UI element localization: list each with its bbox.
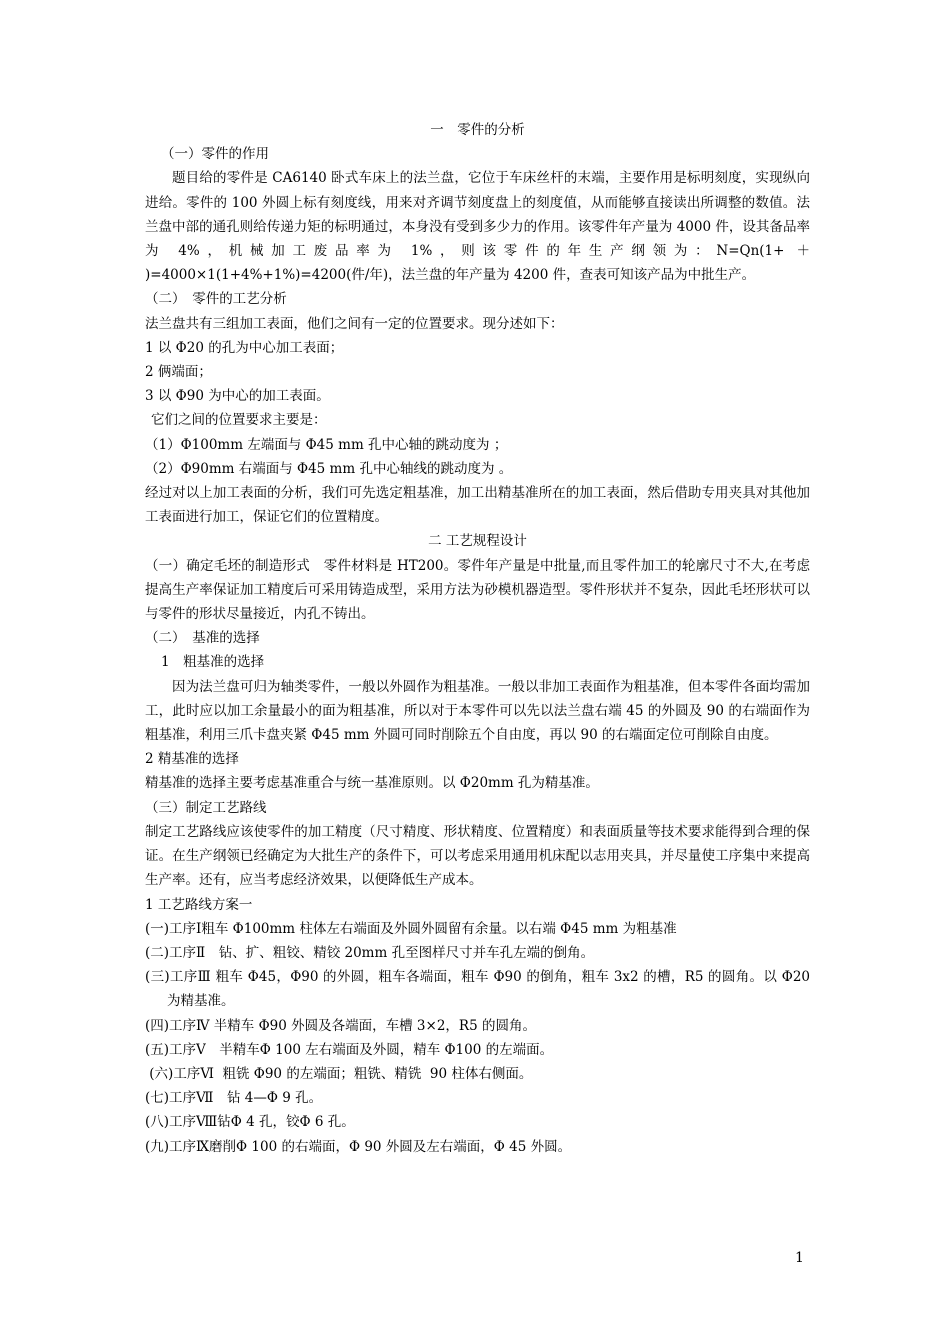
- paragraph-fine-datum: 精基准的选择主要考虑基准重合与统一基准原则。以 Φ20mm 孔为精基准。: [145, 775, 599, 792]
- route-step: (二)工序Ⅱ 钻、扩、粗铰、精铰 20mm 孔至图样尺寸并车孔左端的倒角。: [145, 944, 595, 961]
- route-step: (三)工序Ⅲ 粗车 Φ45，Φ90 的外圆，粗车各端面，粗车 Φ90 的倒角，粗车 3x2 的槽，R5 的圆角。以 Φ20 为精基准。: [145, 969, 810, 1010]
- subsection-title-datum-selection: （二） 基准的选择: [145, 630, 260, 647]
- subsection-title-fine-datum: 2 精基准的选择: [145, 751, 239, 768]
- subsection-title-process-analysis: （二） 零件的工艺分析: [145, 291, 287, 308]
- list-item-surface: 3 以 Φ90 为中心的加工表面。: [145, 388, 330, 405]
- route-step: (一)工序Ⅰ粗车 Φ100mm 柱体左右端面及外圆外圆留有余量。以右端 Φ45 mm 为粗基准: [145, 920, 677, 937]
- paragraph-part-function: 题目给的零件是 CA6140 卧式车床上的法兰盘，它位于车床丝杆的末端，主要作用是标明刻度，实现纵向进给。零件的 100 外圆上标有刻度线，用来对齐调节刻度盘上的刻度值，从而能够直接读出所调整的数值。法兰盘中部的通孔则给传递力矩的标明通过，本身没有受到多少力的作用。该零件年产量为 4000 件，设其备品率为 4%，机械加工废品率为 1%，则该零件的年生产纲领为：N=Qn(1+ ＋ )=4000×1(1+4%+1%)=4200(件/年)，法兰盘的年产量为 4200 件，查表可知该产品为中批生产。: [145, 170, 810, 284]
- list-item-position-requirement: （2）Φ90mm 右端面与 Φ45 mm 孔中心轴线的跳动度为 。: [145, 460, 513, 477]
- route-step: (七)工序Ⅶ 钻 4—Φ 9 孔。: [145, 1090, 323, 1107]
- paragraph-position-intro: 它们之间的位置要求主要是：: [151, 412, 327, 429]
- section-heading-process-design: 二 工艺规程设计: [428, 533, 527, 550]
- route-step: (六)工序Ⅵ 粗铣 Φ90 的左端面；粗铣、精铣 90 柱体右侧面。: [145, 1065, 533, 1082]
- route-step: (九)工序Ⅸ磨削Φ 100 的右端面，Φ 90 外圆及左右端面，Φ 45 外圆。: [145, 1138, 572, 1155]
- paragraph-process-route: 制定工艺路线应该使零件的加工精度（尺寸精度、形状精度、位置精度）和表面质量等技术要求能得到合理的保证。在生产纲领已经确定为大批生产的条件下，可以考虑采用通用机床配以志用夹具，并尽量使工序集中来提高生产率。还有，应当考虑经济效果，以便降低生产成本。: [145, 823, 810, 889]
- route-step: (四)工序Ⅳ 半精车 Φ90 外圆及各端面，车槽 3×2，R5 的圆角。: [145, 1017, 536, 1034]
- paragraph-process-intro: 法兰盘共有三组加工表面，他们之间有一定的位置要求。现分述如下：: [145, 315, 564, 332]
- route-plan-title: 1 工艺路线方案一: [145, 896, 253, 913]
- subsection-title-part-function: （一）零件的作用: [161, 146, 269, 163]
- paragraph-analysis-conclusion: 经过对以上加工表面的分析，我们可先选定粗基准，加工出精基准所在的加工表面，然后借助专用夹具对其他加工表面进行加工，保证它们的位置精度。: [145, 485, 810, 526]
- document-body: [145, 118, 810, 1159]
- paragraph-rough-datum: 因为法兰盘可归为轴类零件，一般以外圆作为粗基准。一般以非加工表面作为粗基准，但本零件各面均需加工，此时应以加工余量最小的面为粗基准，所以对于本零件可以先以法兰盘右端 45 的外圆及 90 的右端面作为粗基准，利用三爪卡盘夹紧 Φ45 mm 外圆可同时削除五个自由度，再以 90 的右端面定位可削除自由度。: [145, 678, 810, 744]
- list-item-surface: 1 以 Φ20 的孔为中心加工表面；: [145, 339, 344, 356]
- paragraph-blank-form: （一）确定毛坯的制造形式 零件材料是 HT200。零件年产量是中批量,而且零件加工的轮廓尺寸不大,在考虑提高生产率保证加工精度后可采用铸造成型，采用方法为砂模机器造型。零件形状并不复杂，因此毛坯形状可以与零件的形状尽量接近，内孔不铸出。: [145, 557, 810, 623]
- list-item-position-requirement: （1）Φ100mm 左端面与 Φ45 mm 孔中心轴的跳动度为 ；: [145, 436, 508, 453]
- subsection-title-rough-datum: 1 粗基准的选择: [161, 654, 265, 671]
- page-number: 1: [795, 1250, 804, 1266]
- subsection-title-process-route: （三）制定工艺路线: [145, 799, 267, 816]
- section-heading-part-analysis: 一 零件的分析: [430, 122, 525, 138]
- route-step: (八)工序Ⅷ钻Φ 4 孔，铰Φ 6 孔。: [145, 1114, 355, 1131]
- route-step: (五)工序Ⅴ 半精车Φ 100 左右端面及外圆，精车 Φ100 的左端面。: [145, 1041, 554, 1058]
- list-item-surface: 2 俩端面；: [145, 364, 212, 381]
